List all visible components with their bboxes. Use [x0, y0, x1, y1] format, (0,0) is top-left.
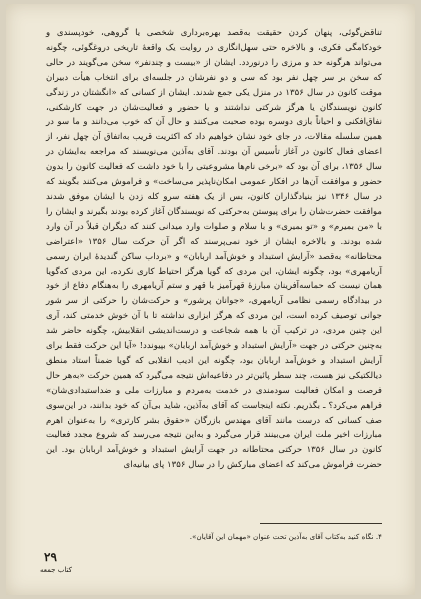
footnote-divider: [260, 523, 382, 524]
body-text: [46, 26, 382, 473]
book-page: [6, 4, 415, 595]
page-number: ۲۹: [44, 550, 57, 564]
footnote: ۴. نگاه کنید به‌کتاب آقای به‌آذین تحت عنوان «مهمان این آقایان».: [189, 532, 382, 541]
body-paragraph: تناقض‌گوئی، پنهان کردن حقیقت به‌قصد بهره‌برداری شخصی یا گروهی، خودپسندی و خودکامگی فکری، و بالاخره حتی سهل‌انگاری در روایت یک واقعهٔ تاریخی دروغگوئی، چگونه می‌تواند هرگونه حد و مرزی را درنوردد. ایشان از «بیست و چندنفر» سخن می‌گویند در حالی که سخن بر سر چهل نفر بود که سی و دو نفرشان در جلسه‌ای برای انتخاب هیأت دبیران موقت کانون در سال ۱۳۵۶ در منزل یکی جمع شدند. ایشان از کسانی که «انگشتان در زندگی کانون نویسندگان یا هرگز شرکتی نداشتند و یا حضور و فعالیت‌شان در جهت کارشکنی، نفاق‌افکنی و احیاناً بازی دوسره بوده صحبت می‌کنند و حال آن که خوب می‌دانند و ما سو در همین سلسله مقالات، در جای خود نشان خواهیم داد که اکثریت قریب به‌اتفاق آن چهل نفر، از اعضای فعال کانون در آغاز تأسیس آن بودند. آقای به‌آذین می‌نویسند که مراجعه به‌ایشان در سال ۱۳۵۶، برای آن بود که «برخی نام‌ها مشروعیتی را با خود داشت که فعالیت کانون را بدون حضور و موافقت آن‌ها در افکار عمومی امکان‌ناپذیر می‌ساخت» و فراموش می‌کنند بگویند که در سال ۱۳۴۶ نیز بنیادگذاران کانون، بس از یک هفته سرو کله زدن با ایشان موفق شدند موافقت حضرت‌شان را برای پیوستن به‌حرکتی که نویسندگان آغاز کرده بودند بگیرند و ایشان را با «من بمیرم» و «تو بمیری» و با سلام و صلوات وارد میدانی کنند که دیگران قبلاً در آن وارد شده بودند. و بالاخره ایشان از خود نمی‌پرسند که اگر آن حرکت سال ۱۳۵۶ «اعتراضی محتاطانه» به‌قصد «آرایش استبداد و خوش‌آمد اربابان» و «برداب ساکن گندیدهٔ ایران رسمی آریامهری» بود، چگونه ایشان، این مردی که گویا هرگز احتیاط کاری نکرده، این مردی که‌گویا همان نیست که حماسه‌آفرینان مبارزهٔ قهرآمیز با قهر و ستم آریامهری را به‌هنگام دفاع از خود در بیدادگاه رسمی نظامی آریامهری، «جوانان پرشور» و حرکت‌شان را حرکتی از سر شور جوانی توصیف کرده است، این مردی که هرگز ابزاری نداشته تا با آن خوش خدمتی کند، آری این چنین مردی، در ترکیب آن با همه شجاعت و درست‌اندیشی انقلابیش، چگونه حاضر شد به‌چنین حرکتی در جهت «آرایش استبداد و خوش‌آمد اربابان» بپیوندد! «آیا این حرکت فقط برای آرایش استبداد و خوش‌آمد اربابان بود، چگونه این ادیب انقلابی که گویا ضمناً استاد منطق دیالکتیکی نیز هست، چند سطر پائین‌تر در دفاعیه‌اش نتیجه می‌گیرد که همین حرکت «به‌هر حال فرصت و امکان فعالیت سودمندی در خدمت به‌مردم و مبارزات ملی و ضداستبدادی‌شان» فراهم می‌کرد؟ ـ بگذریم. نکته اینجاست که آقای به‌آذین، شاید بی‌آن که خود بدانند، در این‌سوی صف کسانی که درست مانند آقای مهندس بازرگان «حقوق بشر کارتری» را به‌عنوان اهرم مبارزات اخیر ملت ایران می‌بینند قرار می‌گیرد و به‌این نتیجه می‌رسد که شروع مجدد فعالیت کانون در سال ۱۳۵۶ حرکتی محتاطانه در جهت آرایش استبداد و خوش‌آمد اربابان بود. این حضرت فراموش می‌کند که اعضای مبارکش را در سال ۱۳۵۶ پای بیانیه‌ای: [46, 28, 383, 471]
publication-name: کتاب جمعه: [40, 566, 72, 574]
